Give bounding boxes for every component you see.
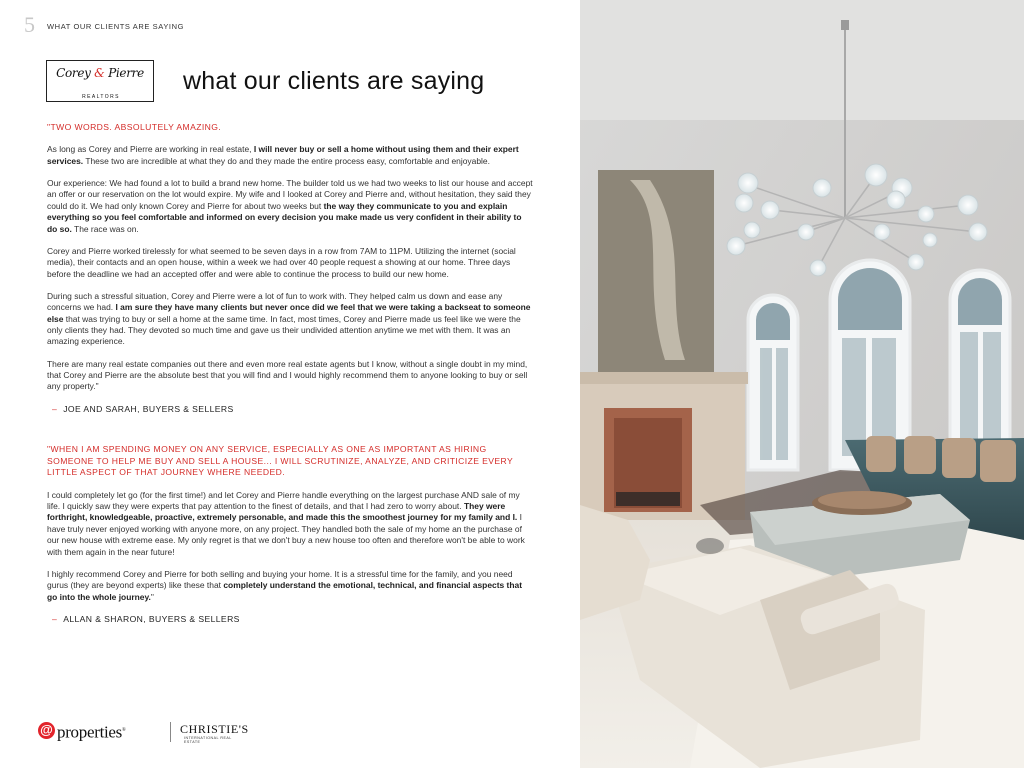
christies-logo: CHRISTIE'S — [180, 722, 249, 736]
testimonial-1-headline: "TWO WORDS. ABSOLUTELY AMAZING. — [47, 122, 222, 132]
testimonial-2-paragraph: I could completely let go (for the first time!) and let Corey and Pierre handle everything on the largest purchase AND sale of my life. I quickly saw they were experts that pay attention to the finest of details, and that I had zero to worry about. They were forthright, knowledgeable, proactive, extremely personable, and made this the smoothest journey for my family and I. I have truly never enjoyed working with anyone more, on any project. They handled both the sale of my home an the purchase of our new house with extreme ease. My only regret is that we don't buy a new house too often and therefore won't be able to work with them again in the near future! — [47, 489, 525, 557]
testimonials — [47, 122, 534, 654]
corey-pierre-logo — [46, 60, 154, 102]
page-title: what our clients are saying — [183, 67, 485, 95]
logo-script: Corey & Pierre — [56, 66, 144, 80]
at-properties-icon: @ — [38, 722, 55, 739]
page-number: 5 — [24, 12, 35, 37]
testimonial-2-headline: "WHEN I AM SPENDING MONEY ON ANY SERVICE, ESPECIALLY AS ONE AS IMPORTANT AS HIRING SOMEONE TO HELP ME BUY AND SELL A HOUSE... I WILL SCRUTINIZE, ANALYZE, AND CRITICIZE EVERY LITTLE ASPECT OF THAT JOURNEY WHERE NEEDED. — [47, 444, 513, 478]
testimonial-1-paragraph: As long as Corey and Pierre are working in real estate, I will never buy or sell a home without using them and their expert services. These two are incredible at what they do and they made the entire process easy, comfortable and enjoyable. — [47, 144, 519, 166]
testimonial-1-paragraph: Corey and Pierre worked tirelessly for what seemed to be seven days in a row from 7AM to 11PM. Utilizing the internet (social media), their contacts and an open house, within a week we had over 40 people request a showing at our home. Three days before the deadline we had an accepted offer and were able to continue the process to build our new home. — [47, 245, 516, 279]
testimonial-1-paragraph: Our experience: We had found a lot to build a brand new home. The builder told us we had two weeks to list our house and accept an offer or our reservation on the lot would expire. My wife and I looked at Corey and Pierre and, without hesitation, they said they could do it. We had only known Corey and Pierre for about two weeks but the way they communicate to you and explain everything so you feel comfortable and informed on every decision you make made us very confident in their ability to do so. The race was on. — [47, 178, 533, 234]
brokerage-logos — [38, 720, 249, 744]
christies-subtitle: INTERNATIONAL REAL ESTATE — [184, 736, 232, 744]
testimonial-2-attribution: – ALLAN & SHARON, BUYERS & SELLERS — [52, 613, 240, 624]
testimonial-1-paragraph: During such a stressful situation, Corey and Pierre were a lot of fun to work with. They helped calm us down and ease any concerns we had. I am sure they have many clients but never once did we feel that we were taking a backseat to someone else that was trying to buy or sell a home at the same time. In fact, most times, Corey and Pierre made us feel like we were the only clients they had. They devoted so much time and gave us their undivided attention anytime we met with them. It was an amazing experience. — [47, 290, 531, 347]
testimonial-1-paragraph: There are many real estate companies out there and even more real estate agents but I know, without a single doubt in my mind, that Corey and Pierre are the absolute best that you will find and I would highly recommend them to anyone looking to buy or sell any property." — [47, 358, 528, 392]
at-properties-logo: properties® — [57, 722, 126, 742]
living-room-photo — [580, 0, 1024, 768]
testimonial-2-paragraph: I highly recommend Corey and Pierre for both selling and buying your home. It is a stressful time for the family, and you need gurus (they are beyond experts) like these that completely understand the emotional, technical, and financial aspects that go into the whole journey." — [47, 568, 523, 602]
logo-subtitle: REALTORS — [47, 95, 155, 101]
testimonial-1-attribution: – JOE AND SARAH, BUYERS & SELLERS — [52, 403, 234, 414]
logo-divider — [170, 722, 171, 742]
section-label: WHAT OUR CLIENTS ARE SAYING — [47, 22, 185, 31]
